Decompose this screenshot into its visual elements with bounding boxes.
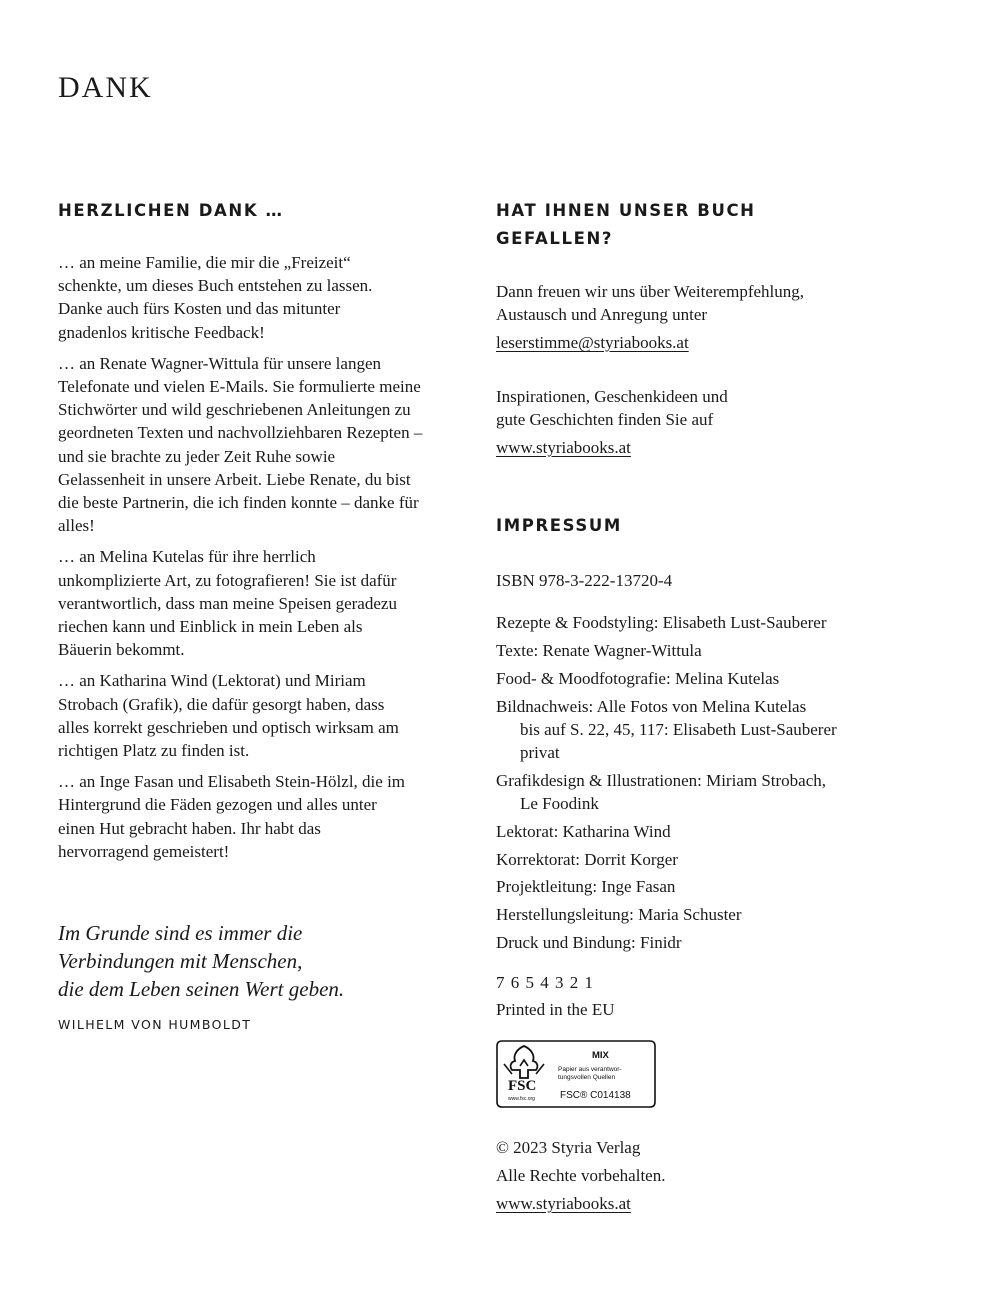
impressum-website-link[interactable]: www.styriabooks.at [496,1194,631,1213]
rights: Alle Rechte vorbehalten. [496,1166,666,1185]
fsc-sub-line: Papier aus verantwor- [558,1066,622,1073]
quote-author: WILHELM VON HUMBOLDT [58,1017,252,1032]
quote-line: Verbindungen mit Menschen, [58,949,303,973]
print-run: 7 6 5 4 3 2 1 [496,973,594,992]
impressum-heading: IMPRESSUM [496,516,622,535]
fsc-code: FSC® C014138 [560,1090,631,1101]
quote [58,919,344,1003]
feedback-text: Austausch und Anregung unter [496,305,708,324]
credit-recipes: Rezepte & Foodstyling: Elisabeth Lust-Sauberer [496,613,827,632]
feedback-heading-line: HAT IHNEN UNSER BUCH [496,201,756,220]
fsc-label: MIX [592,1050,609,1061]
credit-design: Le Foodink [520,794,599,813]
credit-photography: Food- & Moodfotografie: Melina Kutelas [496,669,780,688]
feedback-text: gute Geschichten finden Sie auf [496,410,714,429]
quote-line: die dem Leben seinen Wert geben. [58,977,345,1001]
feedback-email-link[interactable]: leserstimme@styriabooks.at [496,333,689,352]
fsc-tree-icon [502,1044,546,1080]
credit-picture: privat [520,743,560,762]
thanks-paragraph: … an Melina Kutelas für ihre herrlich unkomplizierte Art, zu fotografieren! Sie ist dafür verantwortlich, dass man meine Speisen geradezu riechen kann und Einblick in mein Leben als Bäuerin bekommt. [58,547,397,660]
feedback-text: Dann freuen wir uns über Weiterempfehlung, [496,282,804,301]
fsc-logo-text: FSC [508,1078,537,1094]
thanks-paragraph: … an Katharina Wind (Lektorat) und Miriam Strobach (Grafik), die dafür gesorgt haben, dass alles korrekt geschrieben und optisch wirksam am richtigen Platz zu finden ist. [58,671,399,761]
thanks-paragraph: … an Renate Wagner-Wittula für unsere langen Telefonate und vielen E-Mails. Sie formulierte meine Stichwörter und wild geschriebenen Anleitungen zu geordneten Texten und nachvollziehbaren Rezepten – und sie brachte zu jeder Zeit Ruhe sowie Gelassenheit in unsere Arbeit. Liebe Renate, du bist die beste Partnerin, die ich finden konnte – danke für alles! [58,353,423,536]
fsc-sub [558,1066,622,1082]
isbn: ISBN 978-3-222-13720-4 [496,571,673,590]
thanks-paragraph: … an Inge Fasan und Elisabeth Stein-Hölzl, die im Hintergrund die Fäden gezogen und alles unter einen Hut gebracht haben. Ihr habt das hervorragend gemeistert! [58,772,406,861]
thanks-text [58,251,428,871]
fsc-logo-sub: www.fsc.org [508,1096,535,1102]
feedback-heading [496,197,756,253]
credit-picture: bis auf S. 22, 45, 117: Elisabeth Lust-Sauberer [520,720,837,739]
thanks-heading: HERZLICHEN DANK … [58,201,284,220]
feedback-website-link[interactable]: www.styriabooks.at [496,438,631,457]
feedback-heading-line: GEFALLEN? [496,229,614,248]
credit-editing: Lektorat: Katharina Wind [496,822,671,841]
credit-project-lead: Projektleitung: Inge Fasan [496,877,676,896]
printed-in: Printed in the EU [496,1000,615,1019]
fsc-sub-line: tungsvollen Quellen [558,1074,616,1081]
thanks-paragraph: … an meine Familie, die mir die „Freizeit“ schenkte, um dieses Buch entstehen zu lassen. Danke auch fürs Kosten und das mitunter gnadenlos kritische Feedback! [58,253,373,342]
credit-texts: Texte: Renate Wagner-Wittula [496,641,702,660]
fsc-logo [496,1040,656,1108]
credit-printing: Druck und Bindung: Finidr [496,933,682,952]
credit-picture: Bildnachweis: Alle Fotos von Melina Kutelas [496,697,807,716]
credit-production-lead: Herstellungsleitung: Maria Schuster [496,905,742,924]
page-title: DANK [58,71,153,104]
feedback-text: Inspirationen, Geschenkideen und [496,387,728,406]
credit-design: Grafikdesign & Illustrationen: Miriam Strobach, [496,771,827,790]
copyright: © 2023 Styria Verlag [496,1138,641,1157]
quote-line: Im Grunde sind es immer die [58,921,303,945]
credit-proofreading: Korrektorat: Dorrit Korger [496,850,678,869]
